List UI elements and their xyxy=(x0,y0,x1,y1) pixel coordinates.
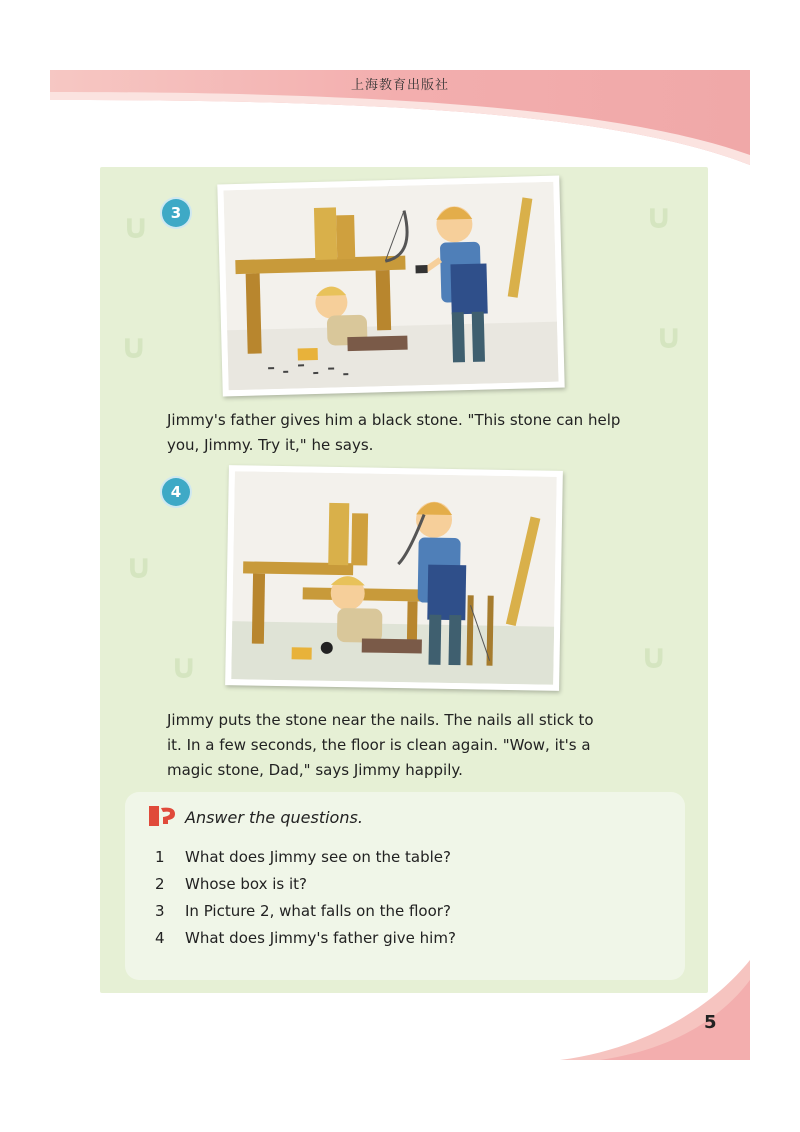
exercise-box xyxy=(125,792,685,980)
story-line: you, Jimmy. Try it," he says. xyxy=(167,436,374,454)
footer-band xyxy=(560,960,750,1060)
question-number: 3 xyxy=(155,902,165,920)
story-line: Jimmy's father gives him a black stone. "This stone can help xyxy=(167,411,621,429)
illustration-3 xyxy=(217,176,564,397)
question-text: What does Jimmy's father give him? xyxy=(185,929,456,947)
question-number: 2 xyxy=(155,875,165,893)
story-line: it. In a few seconds, the floor is clean again. "Wow, it's a xyxy=(167,736,591,754)
magnet-bg-icon: ∪ xyxy=(645,197,673,237)
story-line: magic stone, Dad," says Jimmy happily. xyxy=(167,761,463,779)
exercise-heading: Answer the questions. xyxy=(185,808,363,827)
question-text: Whose box is it? xyxy=(185,875,307,893)
magnet-bg-icon: ∪ xyxy=(122,207,150,247)
panel-number-badge: 3 xyxy=(162,199,190,227)
magnet-bg-icon: ∪ xyxy=(170,647,198,687)
page-number: 5 xyxy=(704,1012,717,1033)
question-text: In Picture 2, what falls on the floor? xyxy=(185,902,451,920)
question-number: 4 xyxy=(155,929,165,947)
story-line: Jimmy puts the stone near the nails. The nails all stick to xyxy=(167,711,594,729)
question-item xyxy=(155,929,456,947)
question-text: What does Jimmy see on the table? xyxy=(185,848,451,866)
magnet-bg-icon: ∪ xyxy=(655,317,683,357)
publisher-name: 上海教育出版社 xyxy=(350,78,449,93)
story-text-3 xyxy=(167,408,620,458)
question-number: 1 xyxy=(155,848,165,866)
question-item xyxy=(155,902,451,920)
illustration-4 xyxy=(225,465,563,691)
question-item xyxy=(155,848,451,866)
question-icon xyxy=(149,804,179,828)
magnet-bg-icon: ∪ xyxy=(640,637,668,677)
story-text-4 xyxy=(167,708,594,783)
magnet-bg-icon: ∪ xyxy=(125,547,153,587)
panel-number-badge: 4 xyxy=(162,478,190,506)
magnet-bg-icon: ∪ xyxy=(120,327,148,367)
question-item xyxy=(155,875,307,893)
